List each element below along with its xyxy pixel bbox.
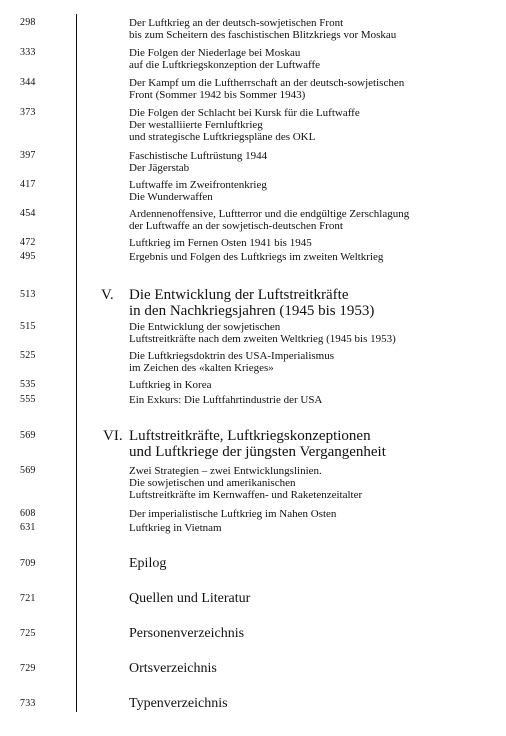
- entry-title: [129, 508, 499, 520]
- back-matter-title: Ortsverzeichnis: [129, 661, 217, 676]
- page-number: 454: [20, 208, 36, 219]
- entry-line: Luftwaffe im Zweifrontenkrieg: [129, 179, 267, 191]
- page-number: 725: [20, 628, 36, 639]
- entry-line: auf die Luftkriegskonzeption der Luftwaffe: [129, 59, 321, 71]
- entry-line: Luftkrieg in Korea: [129, 379, 212, 391]
- page-number: 417: [20, 179, 36, 190]
- entry-line: Der imperialistische Luftkrieg im Nahen Osten: [129, 508, 337, 520]
- back-matter-title: Typenverzeichnis: [129, 696, 228, 711]
- section-title: [129, 428, 386, 460]
- entry-line: Die Folgen der Schlacht bei Kursk für die Luftwaffe: [129, 107, 360, 119]
- page-number: 515: [20, 321, 36, 332]
- entry-line: Faschistische Luftrüstung 1944: [129, 150, 268, 162]
- section-title: [129, 287, 374, 319]
- page-number: 513: [20, 289, 36, 300]
- entry-line: und strategische Luftkriegspläne des OKL: [129, 131, 316, 143]
- page-number: 525: [20, 350, 36, 361]
- entry-title: [129, 77, 499, 101]
- entry-title: [129, 522, 499, 534]
- entry-line: Der westalliierte Fernluftkrieg: [129, 119, 263, 131]
- section-title-line: Luftstreitkräfte, Luftkriegskonzeptionen: [129, 428, 371, 444]
- page-number: 631: [20, 522, 36, 533]
- entry-line: im Zeichen des «kalten Krieges»: [129, 362, 274, 374]
- back-matter-title: Epilog: [129, 556, 167, 571]
- entry-line: Der Luftkrieg an der deutsch-sowjetischen Front: [129, 17, 344, 29]
- entry-line: der Luftwaffe an der sowjetisch-deutschen Front: [129, 220, 343, 232]
- entry-title: [129, 150, 499, 174]
- entry-line: Die Wunderwaffen: [129, 191, 213, 203]
- entry-line: Zwei Strategien – zwei Entwicklungslinien.: [129, 465, 322, 477]
- page-number: 535: [20, 379, 36, 390]
- page-number: 709: [20, 558, 36, 569]
- entry-title: [129, 379, 499, 391]
- entry-line: Luftstreitkräfte im Kernwaffen- und Raketenzeitalter: [129, 489, 363, 501]
- entry-title: [129, 179, 499, 203]
- page-number: 472: [20, 237, 36, 248]
- back-matter-title: Quellen und Literatur: [129, 591, 251, 606]
- section-title-line: und Luftkriege der jüngsten Vergangenheit: [129, 444, 386, 460]
- back-matter-title: Personenverzeichnis: [129, 626, 245, 641]
- entry-title: [129, 251, 499, 263]
- entry-line: Luftkrieg im Fernen Osten 1941 bis 1945: [129, 237, 312, 249]
- page-number: 733: [20, 698, 36, 709]
- entry-line: Luftstreitkräfte nach dem zweiten Weltkrieg (1945 bis 1953): [129, 333, 396, 345]
- entry-title: [129, 465, 499, 501]
- section-numeral: V.: [101, 287, 114, 303]
- entry-line: Ardennenoffensive, Luftterror und die endgültige Zerschlagung: [129, 208, 410, 220]
- entry-line: Die Entwicklung der sowjetischen: [129, 321, 281, 333]
- entry-line: Die sowjetischen und amerikanischen: [129, 477, 296, 489]
- page-number: 344: [20, 77, 36, 88]
- section-title-line: Die Entwicklung der Luftstreitkräfte: [129, 287, 349, 303]
- entry-title: [129, 17, 499, 41]
- page-number: 569: [20, 465, 36, 476]
- page-number: 555: [20, 394, 36, 405]
- entry-title: [129, 394, 499, 406]
- entry-line: Luftkrieg in Vietnam: [129, 522, 222, 534]
- entry-title: [129, 47, 499, 71]
- entry-line: Ein Exkurs: Die Luftfahrtindustrie der USA: [129, 394, 323, 406]
- entry-line: Der Jägerstab: [129, 162, 190, 174]
- page-number: 569: [20, 430, 36, 441]
- page-number: 373: [20, 107, 36, 118]
- section-title-line: in den Nachkriegsjahren (1945 bis 1953): [129, 303, 375, 319]
- entry-line: Ergebnis und Folgen des Luftkriegs im zweiten Weltkrieg: [129, 251, 384, 263]
- entry-line: Der Kampf um die Luftherrschaft an der deutsch-sowjetischen: [129, 77, 405, 89]
- entry-title: [129, 321, 499, 345]
- section-numeral: VI.: [103, 428, 123, 444]
- page-number: 495: [20, 251, 36, 262]
- page-number: 397: [20, 150, 36, 161]
- page-number: 721: [20, 593, 36, 604]
- entry-title: [129, 208, 499, 232]
- entry-title: [129, 350, 499, 374]
- entry-title: [129, 107, 499, 143]
- margin-rule: [76, 14, 77, 712]
- entry-line: Die Folgen der Niederlage bei Moskau: [129, 47, 301, 59]
- page-number: 333: [20, 47, 36, 58]
- page-number: 298: [20, 17, 36, 28]
- page-number: 608: [20, 508, 36, 519]
- entry-line: bis zum Scheitern des faschistischen Blitzkriegs vor Moskau: [129, 29, 397, 41]
- page-number: 729: [20, 663, 36, 674]
- entry-line: Front (Sommer 1942 bis Sommer 1943): [129, 89, 306, 101]
- entry-title: [129, 237, 499, 249]
- entry-line: Die Luftkriegsdoktrin des USA-Imperialismus: [129, 350, 334, 362]
